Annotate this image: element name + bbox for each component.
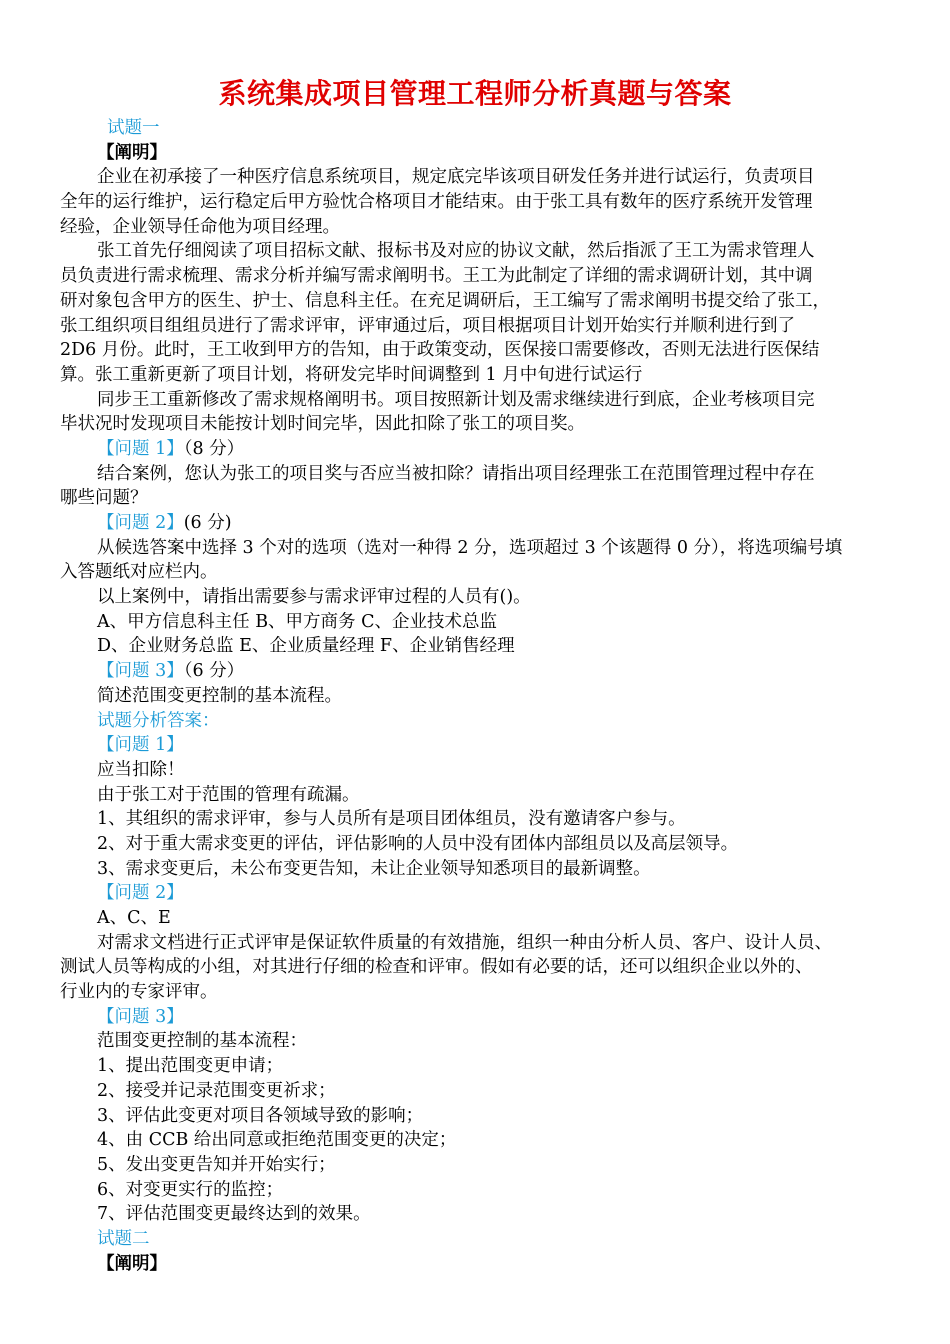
- question-score: （6 分）: [183, 661, 245, 682]
- text-line: 同步王工重新修改了需求规格阐明书。项目按照新计划及需求继续进行到底，企业考核项目完: [97, 389, 815, 410]
- text-line: 1、其组织的需求评审，参与人员所有是项目团体组员，没有邀请客户参与。: [97, 809, 686, 830]
- text-line: 对需求文档进行正式评审是保证软件质量的有效措施，组织一种由分析人员、客户、设计人员、: [97, 932, 832, 953]
- text-line: 全年的运行维护，运行稳定后甲方验忱合格项目才能结束。由于张工具有数年的医疗系统开发管理: [60, 192, 813, 213]
- question-score: （8 分）: [183, 438, 245, 459]
- text-line: D、企业财务总监 E、企业质量经理 F、企业销售经理: [97, 636, 515, 657]
- text-line: 哪些问题？: [60, 488, 148, 509]
- text-line: 应当扣除！: [97, 759, 185, 780]
- text-line: 3、需求变更后，未公布变更告知，未让企业领导知悉项目的最新调整。: [97, 858, 651, 879]
- text-line: 以上案例中，请指出需要参与需求评审过程的人员有()。: [97, 587, 531, 608]
- text-line: 由于张工对于范围的管理有疏漏。: [97, 784, 360, 805]
- question-label: 【问题 3】: [97, 661, 184, 682]
- text-line: 2、对于重大需求变更的评估，评估影响的人员中没有团体内部组员以及高层领导。: [97, 833, 739, 854]
- section-heading: 【问题 2】: [97, 883, 184, 904]
- document-title: 系统集成项目管理工程师分析真题与答案: [218, 77, 732, 110]
- text-line: 简述范围变更控制的基本流程。: [97, 685, 342, 706]
- text-line: 员负责进行需求梳理、需求分析并编写需求阐明书。王工为此制定了详细的需求调研计划，其中调: [60, 266, 813, 287]
- section-heading: 【阐明】: [97, 142, 167, 163]
- text-line: 张工首先仔细阅读了项目招标文献、报标书及对应的协议文献，然后指派了王工为需求管理人: [97, 241, 815, 262]
- text-line: 2、接受并记录范围变更祈求；: [97, 1080, 336, 1101]
- text-line: 7、评估范围变更最终达到的效果。: [97, 1204, 371, 1225]
- section-heading: 【问题 1】: [97, 735, 184, 756]
- text-line: 3、评估此变更对项目各领域导致的影响；: [97, 1105, 424, 1126]
- text-line: 结合案例，您认为张工的项目奖与否应当被扣除？请指出项目经理张工在范围管理过程中存在: [97, 463, 815, 484]
- text-line: A、甲方信息科主任 B、甲方商务 C、企业技术总监: [97, 611, 498, 632]
- text-line: 研对象包含甲方的医生、护士、信息科主任。在充足调研后，王工编写了需求阐明书提交给了张工，: [60, 290, 830, 311]
- text-line: 入答题纸对应栏内。: [60, 562, 218, 583]
- question-heading: [60, 659, 895, 684]
- question-score: (6 分): [183, 513, 232, 533]
- text-line: 算。张工重新更新了项目计划，将研发完毕时间调整到 1 月中旬进行试运行: [60, 364, 643, 385]
- text-line: 1、提出范围变更申请；: [97, 1056, 284, 1077]
- text-line: 毕状况时发现项目未能按计划时间完毕，因此扣除了张工的项目奖。: [60, 414, 585, 435]
- text-line: 6、对变更实行的监控；: [97, 1179, 284, 1200]
- text-line: 范围变更控制的基本流程：: [97, 1031, 307, 1052]
- text-line: 经验，企业领导任命他为项目经理。: [60, 216, 340, 237]
- text-line: 从候选答案中选择 3 个对的选项（选对一种得 2 分，选项超过 3 个该题得 0 分），将选项编号填: [97, 537, 843, 558]
- text-line: 张工组织项目组组员进行了需求评审，评审通过后，项目根据项目计划开始实行并顺利进行到了: [60, 315, 795, 336]
- section-heading: 【阐明】: [97, 1253, 167, 1274]
- text-line: 2D6 月份。此时，王工收到甲方的告知，由于政策变动，医保接口需要修改，否则无法进行医保结: [60, 340, 820, 361]
- text-line: 4、由 CCB 给出同意或拒绝范围变更的决定；: [97, 1130, 457, 1151]
- section-heading: 试题二: [97, 1228, 150, 1249]
- section-heading: 【问题 3】: [97, 1006, 184, 1027]
- text-line: 行业内的专家评审。: [60, 982, 218, 1003]
- document-body: [60, 116, 895, 1276]
- question-heading: [60, 437, 895, 462]
- section-heading: 试题分析答案：: [97, 710, 220, 731]
- text-line: 测试人员等构成的小组，对其进行仔细的检查和评审。假如有必要的话，还可以组织企业以外的、: [60, 957, 813, 978]
- text-line: 5、发出变更告知并开始实行；: [97, 1154, 336, 1175]
- section-heading: 试题一: [107, 118, 160, 138]
- text-line: 企业在初承接了一种医疗信息系统项目，规定底完毕该项目研发任务并进行试运行，负责项目: [97, 167, 815, 188]
- text-line: A、C、E: [97, 908, 171, 928]
- question-label: 【问题 1】: [97, 438, 184, 459]
- question-heading: [60, 511, 895, 536]
- question-label: 【问题 2】: [97, 513, 184, 533]
